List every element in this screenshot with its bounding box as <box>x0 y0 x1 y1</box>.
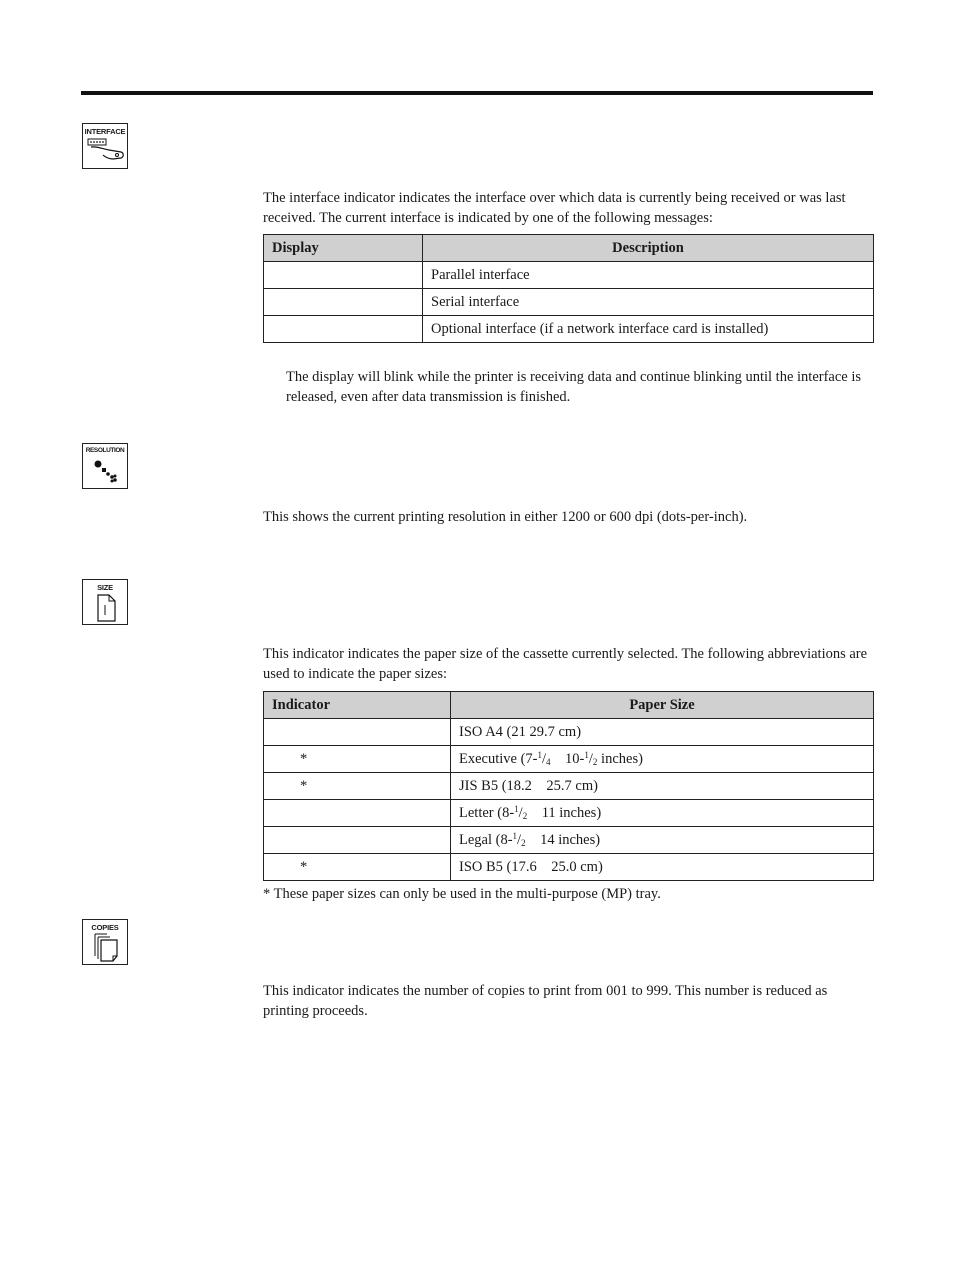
resolution-icon <box>82 443 128 489</box>
fraction-denominator: 2 <box>522 811 528 821</box>
table-row <box>264 316 874 343</box>
resolution-paragraph: This shows the current printing resolution in either 1200 or 600 dpi (dots-per-inch). <box>263 509 748 525</box>
copies-icon-label: COPIES <box>91 923 119 932</box>
table-row <box>264 289 874 316</box>
size-text: Letter (8- <box>459 805 515 821</box>
table-row <box>264 262 874 289</box>
paper-size-cell: JIS B5 (18.2 25.7 cm) <box>451 773 874 800</box>
interface-paragraph: The interface indicator indicates the interface over which data is currently being received or was last received. The current interface is indicated by one of the following messages: <box>263 190 846 226</box>
paper-size-cell: Executive ($7-^1/_4$ $10-^1/_2$ inches) <box>451 746 874 773</box>
interface-icon-label: INTERFACE <box>84 127 126 136</box>
indicator-cell <box>264 719 451 746</box>
paper-size-table <box>263 691 874 881</box>
table-row <box>264 827 874 854</box>
paper-size-icon <box>82 579 128 625</box>
description-cell: Optional interface (if a network interface card is installed) <box>423 316 874 343</box>
fraction-numerator: 1 <box>514 804 519 814</box>
fraction-denominator: 2 <box>521 838 526 848</box>
size-icon-label: SIZE <box>97 583 113 592</box>
display-cell <box>264 262 423 289</box>
interface-note: The display will blink while the printer is receiving data and continue blinking until the interface is released, even after data transmission is finished. <box>286 369 862 405</box>
table-row <box>264 719 874 746</box>
copies-paragraph: This indicator indicates the number of copies to print from 001 to 999. This number is reduced as printing proceeds. <box>263 983 828 1019</box>
copies-icon <box>82 919 128 965</box>
display-cell <box>264 316 423 343</box>
size-footnote: * These paper sizes can only be used in the multi-purpose (MP) tray. <box>263 886 661 902</box>
description-header: Description <box>423 235 874 262</box>
table-row <box>264 854 874 881</box>
indicator-cell <box>264 827 451 854</box>
fraction-denominator: 2 <box>592 757 598 767</box>
fraction-numerator: 1 <box>537 750 543 760</box>
size-text: 11 inches) <box>527 805 602 821</box>
size-text: 14 inches) <box>525 832 601 848</box>
fraction-denominator: 4 <box>546 757 551 767</box>
description-cell: Serial interface <box>423 289 874 316</box>
table-header-row <box>264 235 874 262</box>
paper-size-cell: ISO B5 (17.6 25.0 cm) <box>451 854 874 881</box>
indicator-cell: * <box>264 854 451 881</box>
display-header: Display <box>264 235 423 262</box>
fraction-numerator: 1 <box>584 750 589 760</box>
description-cell: Parallel interface <box>423 262 874 289</box>
paper-size-cell: Legal ($8-^1/_2$ 14 inches) <box>451 827 874 854</box>
paper-size-header: Paper Size <box>451 692 874 719</box>
size-text: inches) <box>597 751 643 767</box>
size-text: 10- <box>550 751 585 767</box>
header-rule <box>81 91 873 95</box>
table-header-row <box>264 692 874 719</box>
table-row <box>264 746 874 773</box>
fraction-numerator: 1 <box>512 831 518 841</box>
interface-table <box>263 234 874 343</box>
resolution-icon-label: RESOLUTION <box>85 447 125 454</box>
size-paragraph: This indicator indicates the paper size of the cassette currently selected. The following abbreviations are used to indicate the paper sizes: <box>263 646 868 682</box>
indicator-cell: * <box>264 773 451 800</box>
display-cell <box>264 289 423 316</box>
paper-size-cell: Letter ($8-^1/_2$ 11 inches) <box>451 800 874 827</box>
table-row <box>264 800 874 827</box>
indicator-header: Indicator <box>264 692 451 719</box>
interface-icon <box>82 123 128 169</box>
table-row <box>264 773 874 800</box>
indicator-cell: * <box>264 746 451 773</box>
paper-size-cell: ISO A4 (21 29.7 cm) <box>451 719 874 746</box>
indicator-cell <box>264 800 451 827</box>
size-text: Executive (7- <box>459 751 538 767</box>
size-text: Legal (8- <box>459 832 513 848</box>
